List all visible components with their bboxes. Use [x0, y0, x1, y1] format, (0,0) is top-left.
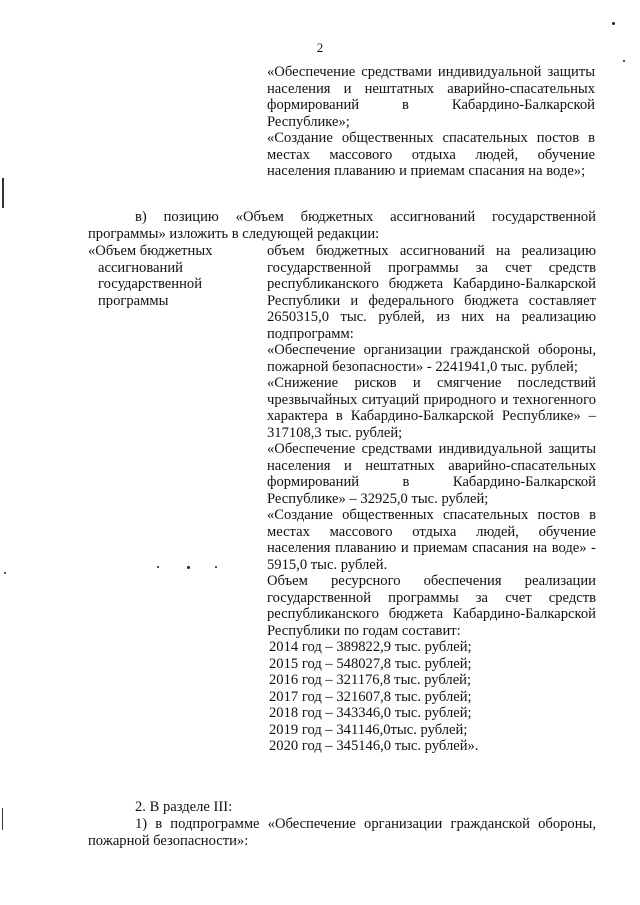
value-paragraph: Объем ресурсного обеспечения реализации государственной программы за счет средств республиканского бюджета Кабардино-Балкарской Республики по годам составит: [267, 573, 596, 639]
position-label-line: «Объем бюджетных [88, 243, 213, 259]
page-number: 2 [316, 40, 324, 55]
scan-dot [4, 572, 6, 574]
position-label [88, 243, 263, 309]
scan-edge-mark [2, 178, 4, 208]
year-line: 2019 год – 341146,0тыс. рублей; [269, 721, 468, 738]
scan-dot [215, 566, 217, 568]
top-item-2: «Создание общественных спасательных постов в местах массового отдыха людей, обучение населения плаванию и приемам спасания на воде»; [267, 130, 595, 179]
top-item-1: «Обеспечение средствами индивидуальной защиты населения и нештатных аварийно-спасательных формирований в Кабардино-Балкарской Республике»; [267, 64, 595, 130]
value-paragraph: «Снижение рисков и смягчение последствий чрезвычайных ситуаций природного и техногенного характера в Кабардино-Балкарской Республике» – 317108,3 тыс. рублей; [267, 375, 596, 441]
value-paragraph: объем бюджетных ассигнований на реализацию государственной программы за счет средств республиканского бюджета Кабардино-Балкарской Республики и федерального бюджета составляет 2650315,0 тыс. рублей, из них на реализацию подпрограмм: [267, 243, 596, 342]
value-paragraph: «Обеспечение организации гражданской обороны, пожарной безопасности» - 2241941,0 тыс. рублей; [267, 342, 596, 375]
subitem-paragraph: 1) в подпрограмме «Обеспечение организации гражданской обороны, пожарной безопасности»: [88, 816, 596, 849]
year-line: 2015 год – 548027,8 тыс. рублей; [269, 655, 472, 672]
scan-edge-mark [2, 808, 3, 830]
instruction-paragraph: в) позицию «Объем бюджетных ассигнований государственной программы» изложить в следующей редакции: [88, 209, 596, 242]
year-line: 2018 год – 343346,0 тыс. рублей; [269, 705, 472, 721]
position-label-line: программы [98, 292, 169, 309]
year-line: 2014 год – 389822,9 тыс. рублей; [269, 639, 472, 655]
value-paragraph: «Создание общественных спасательных постов в местах массового отдыха людей, обучение населения плаванию и приемам спасания на воде» - 5915,0 тыс. рублей. [267, 507, 596, 573]
year-line: 2020 год – 345146,0 тыс. рублей». [269, 738, 479, 754]
year-line: 2016 год – 321176,8 тыс. рублей; [269, 672, 472, 688]
position-label-line: государственной [98, 276, 203, 292]
scan-dot [612, 22, 615, 25]
scan-dot [623, 60, 625, 62]
top-items-block [267, 64, 595, 180]
position-label-line: ассигнований [98, 259, 183, 276]
scan-dot [187, 566, 190, 569]
year-line: 2017 год – 321607,8 тыс. рублей; [269, 688, 472, 705]
section-heading: 2. В разделе III: [135, 799, 233, 815]
position-value [267, 243, 596, 755]
value-paragraph: «Обеспечение средствами индивидуальной защиты населения и нештатных аварийно-спасательных формирований в Кабардино-Балкарской Республике» – 32925,0 тыс. рублей; [267, 441, 596, 507]
scan-dot [157, 566, 159, 568]
